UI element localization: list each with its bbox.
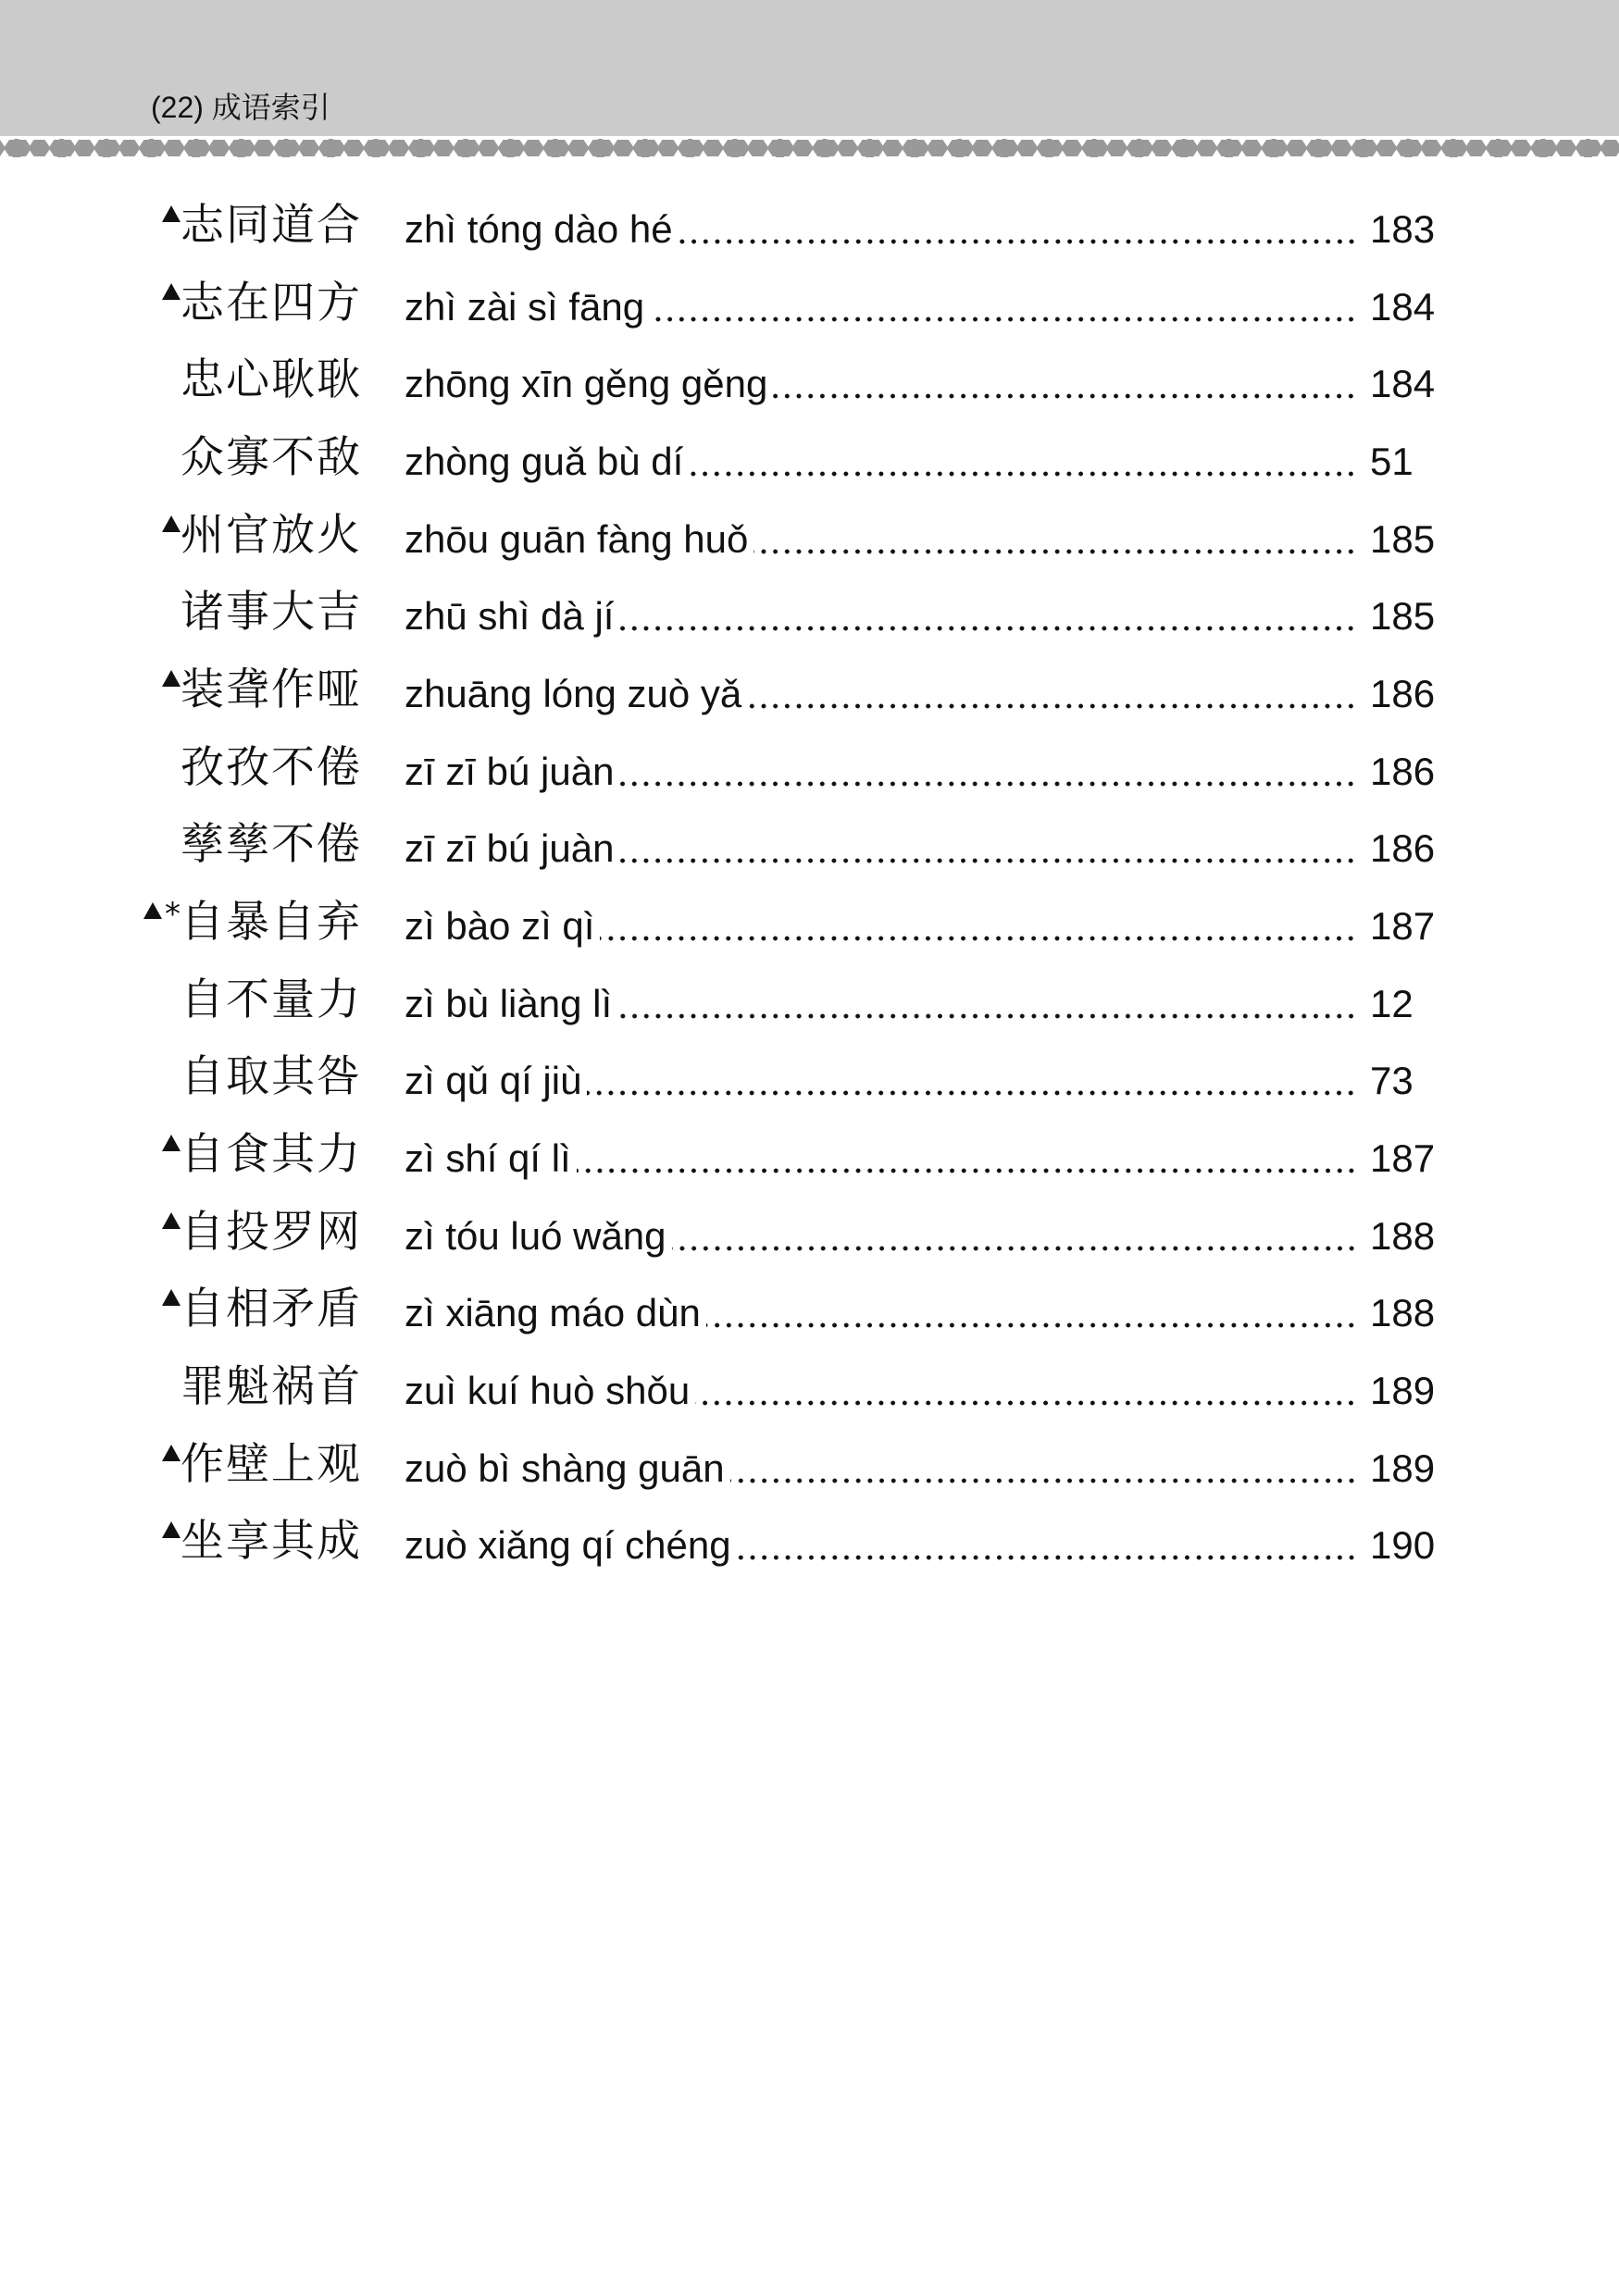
pinyin-text: zì qǔ qí jiù (405, 1059, 582, 1102)
entry-marks (143, 896, 181, 937)
index-entry (0, 278, 1619, 355)
dot-leader (706, 1322, 1357, 1328)
index-entry (0, 432, 1619, 510)
pinyin-text: zuì kuí huò shǒu (405, 1369, 691, 1412)
pinyin-text: zhòng guǎ bù dí (405, 440, 684, 483)
index-entry (0, 742, 1619, 820)
index-entry (0, 1051, 1619, 1129)
idiom-text: 自食其力 (181, 1129, 362, 1180)
index-entry (0, 819, 1619, 897)
triangle-mark-icon (162, 205, 181, 222)
idiom-text: 孜孜不倦 (181, 742, 362, 793)
triangle-mark-icon (162, 1212, 181, 1229)
idiom-text: 诸事大吉 (181, 587, 362, 638)
page-number: 184 (1370, 362, 1436, 405)
dot-leader (672, 1246, 1357, 1251)
pinyin-text: zì bù liàng lì (405, 982, 613, 1025)
pinyin-text: zhì zài sì fāng (405, 285, 645, 329)
idiom-text: 坐享其成 (181, 1516, 362, 1567)
entry-marks (162, 204, 181, 241)
dot-leader (737, 1555, 1357, 1560)
index-entry (0, 974, 1619, 1052)
entry-marks (162, 1133, 181, 1170)
index-entry (0, 1284, 1619, 1361)
decorative-border-band (0, 139, 1619, 157)
index-entry (0, 664, 1619, 742)
page-number: 183 (1370, 207, 1436, 251)
triangle-mark-icon (162, 283, 181, 300)
entry-marks (162, 668, 181, 705)
dot-leader (619, 781, 1357, 787)
index-entry (0, 354, 1619, 432)
pinyin-text: zhuāng lóng zuò yǎ (405, 672, 742, 715)
dot-leader (619, 626, 1357, 631)
idiom-text: 孳孳不倦 (181, 819, 362, 870)
pinyin-text: zì shí qí lì (405, 1136, 571, 1180)
idiom-text: 众寡不敌 (181, 432, 362, 483)
page-number: 189 (1370, 1446, 1436, 1490)
page-number: 184 (1370, 285, 1436, 329)
asterisk-mark-icon: * (165, 896, 181, 933)
idiom-text: 自暴自弃 (181, 897, 362, 948)
index-entry (0, 1439, 1619, 1517)
page-number: 186 (1370, 826, 1436, 870)
page-number: 73 (1370, 1059, 1414, 1102)
triangle-mark-icon (162, 1289, 181, 1306)
dot-leader (617, 1013, 1357, 1019)
dot-leader (600, 936, 1357, 941)
page-number: 185 (1370, 517, 1436, 561)
index-entry (0, 1516, 1619, 1594)
dot-leader (587, 1090, 1357, 1096)
index-entry (0, 510, 1619, 588)
index-entry (0, 897, 1619, 974)
idiom-text: 装聋作哑 (181, 664, 362, 715)
page-number: 186 (1370, 750, 1436, 793)
triangle-mark-icon (162, 1135, 181, 1151)
page-number: 188 (1370, 1291, 1436, 1334)
dot-leader (773, 393, 1357, 399)
triangle-mark-icon (162, 1445, 181, 1461)
pinyin-text: zuò bì shàng guān (405, 1446, 725, 1490)
page-header-title: (22) 成语索引 (151, 91, 330, 124)
dot-leader (753, 549, 1357, 554)
page-number: 51 (1370, 440, 1414, 483)
page-number: 12 (1370, 982, 1414, 1025)
dot-leader (689, 471, 1357, 477)
triangle-mark-icon (162, 670, 181, 687)
index-entry (0, 1207, 1619, 1285)
pinyin-text: zī zī bú juàn (405, 750, 615, 793)
entry-marks (162, 1443, 181, 1480)
page-number: 188 (1370, 1214, 1436, 1258)
pinyin-text: zì tóu luó wǎng (405, 1214, 666, 1258)
dot-leader (650, 316, 1357, 322)
index-entry (0, 1361, 1619, 1439)
dot-leader (679, 239, 1357, 244)
idiom-text: 自相矛盾 (181, 1284, 362, 1334)
dot-leader (577, 1168, 1357, 1173)
page-number: 187 (1370, 904, 1436, 948)
page-number: 189 (1370, 1369, 1436, 1412)
dot-leader (619, 858, 1357, 863)
idiom-text: 罪魁祸首 (181, 1361, 362, 1412)
entry-marks (162, 1287, 181, 1324)
entry-marks (162, 281, 181, 318)
index-entry (0, 587, 1619, 664)
index-entry (0, 1129, 1619, 1207)
dot-leader (747, 703, 1357, 709)
pinyin-text: zhì tóng dào hé (405, 207, 673, 251)
pinyin-text: zhōng xīn gěng gěng (405, 362, 768, 405)
entry-marks (162, 1520, 181, 1557)
idiom-text: 州官放火 (181, 510, 362, 561)
pinyin-text: zī zī bú juàn (405, 826, 615, 870)
dot-leader (695, 1400, 1357, 1406)
entry-marks (162, 514, 181, 551)
page-number: 190 (1370, 1523, 1436, 1567)
idiom-text: 自不量力 (181, 974, 362, 1025)
idiom-text: 志在四方 (181, 278, 362, 329)
page-number: 186 (1370, 672, 1436, 715)
idiom-text: 作壁上观 (181, 1439, 362, 1490)
page-number: 185 (1370, 594, 1436, 638)
dot-leader (730, 1478, 1357, 1483)
pinyin-text: zì bào zì qì (405, 904, 595, 948)
pinyin-text: zhū shì dà jí (405, 594, 615, 638)
idiom-text: 自取其咎 (181, 1051, 362, 1102)
page-number: 187 (1370, 1136, 1436, 1180)
pinyin-text: zhōu guān fàng huǒ (405, 517, 749, 561)
page-header (0, 0, 1619, 136)
idiom-text: 忠心耿耿 (181, 354, 362, 405)
triangle-mark-icon (143, 902, 162, 919)
triangle-mark-icon (162, 515, 181, 532)
idiom-text: 志同道合 (181, 200, 362, 251)
idiom-text: 自投罗网 (181, 1207, 362, 1258)
index-entry (0, 200, 1619, 278)
triangle-mark-icon (162, 1521, 181, 1538)
pinyin-text: zuò xiǎng qí chéng (405, 1523, 731, 1567)
entry-marks (162, 1210, 181, 1247)
pinyin-text: zì xiāng máo dùn (405, 1291, 701, 1334)
